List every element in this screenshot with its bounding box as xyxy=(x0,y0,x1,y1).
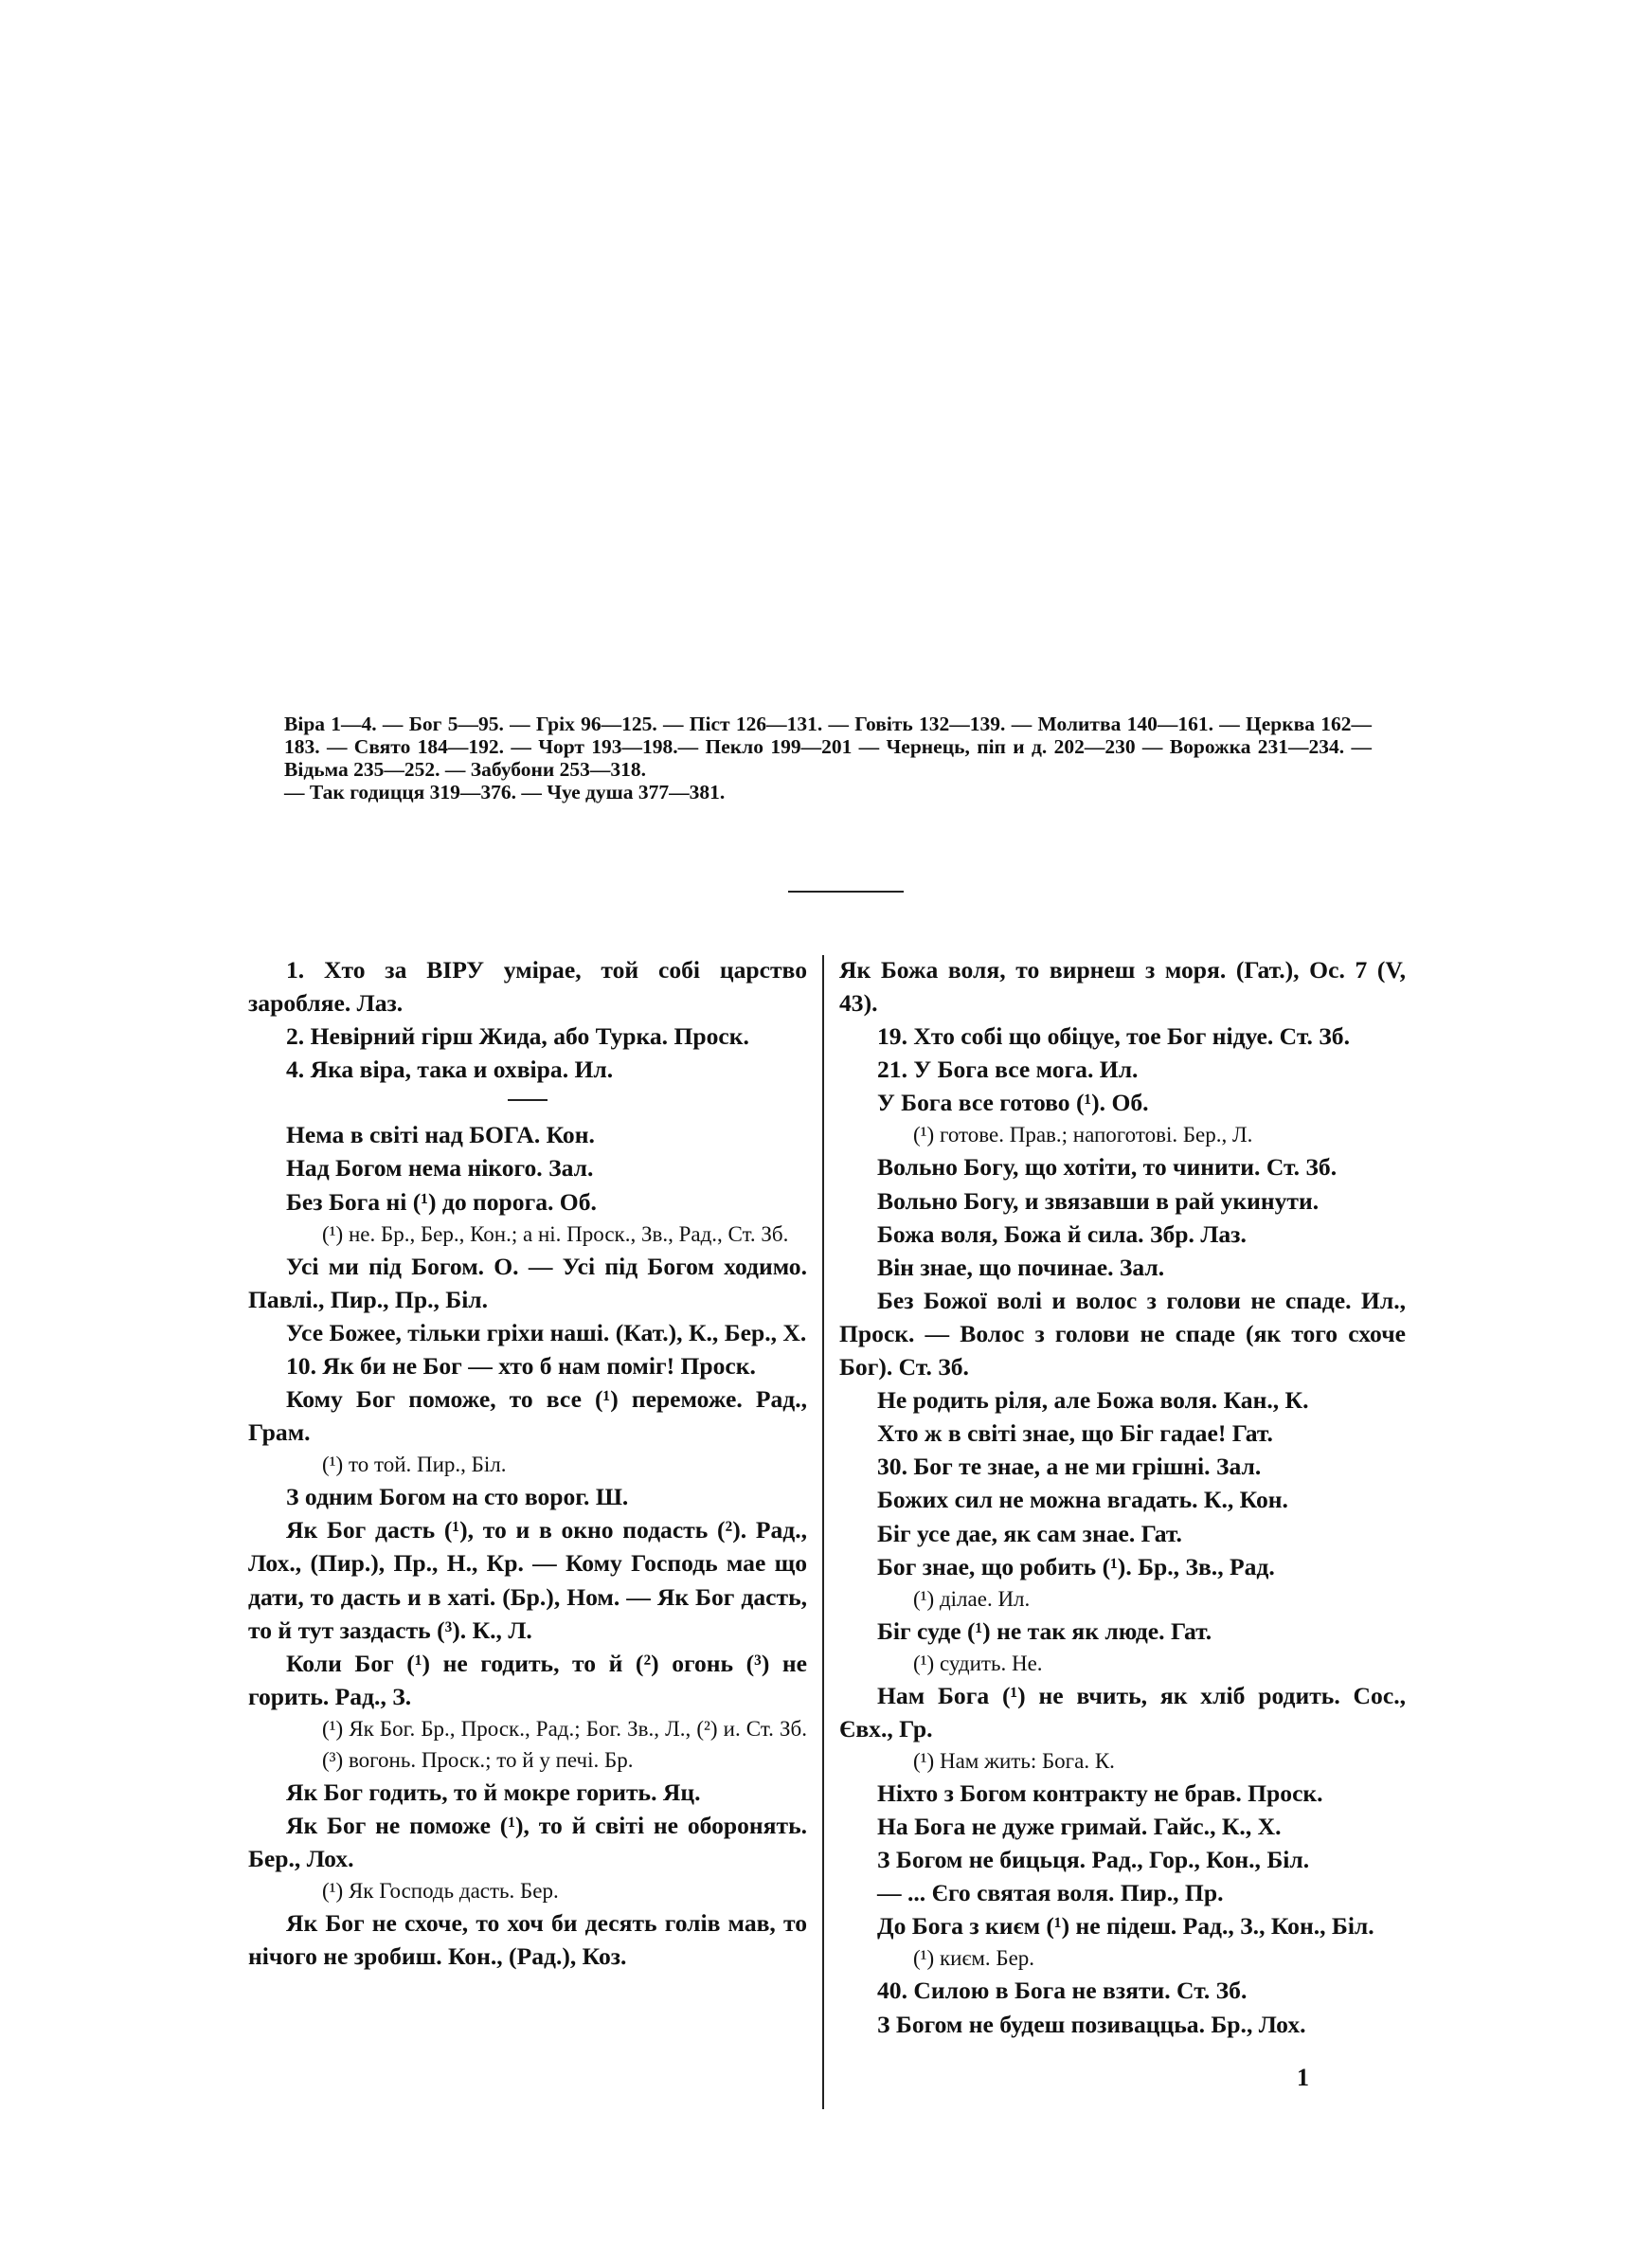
footnote: (¹) то той. Пир., Біл. xyxy=(322,1453,507,1477)
proverb: Як Бог не схоче, то хоч би десять голів мав, то нічого не зробиш. Кон., (Рад.), Коз. xyxy=(248,1909,807,1971)
proverb: Біг усе дае, як сам знае. Гат. xyxy=(877,1519,1182,1547)
footnote: (¹) не. Бр., Бер., Кон.; а ні. Проск., Зв., Рад., Ст. Зб. xyxy=(322,1221,789,1246)
proverb: — ... Єго святая воля. Пир., Пр. xyxy=(877,1879,1224,1907)
footnote: (¹) готове. Прав.; напоготові. Бер., Л. xyxy=(913,1123,1253,1147)
proverb: Хто ж в світі знае, що Біг гадае! Гат. xyxy=(877,1419,1273,1448)
proverb: Як Бог годить, то й мокре горить. Яц. xyxy=(286,1778,701,1806)
section-divider xyxy=(788,891,904,893)
footnote: (¹) києм. Бер. xyxy=(913,1946,1035,1971)
proverb: Кому Бог поможе, то все (¹) переможе. Рад., Грам. xyxy=(248,1385,807,1447)
right-column xyxy=(839,953,1406,2041)
proverb-continued: Як Божа воля, то вирнеш з моря. (Гат.), Ос. 7 (V, 43). xyxy=(839,956,1406,1018)
proverb: Божа воля, Божа й сила. Збр. Лаз. xyxy=(877,1219,1247,1248)
entry-separator xyxy=(508,1099,548,1101)
contents-summary xyxy=(284,713,1372,803)
proverb: Над Богом нема нікого. Зал. xyxy=(286,1154,594,1183)
proverb: 40. Силою в Бога не взяти. Ст. Зб. xyxy=(877,1977,1248,2005)
footnote: (¹) судить. Не. xyxy=(913,1651,1043,1675)
proverb: Бог знае, що робить (¹). Бр., Зв., Рад. xyxy=(877,1552,1275,1580)
proverb: Не родить ріля, але Божа воля. Кан., К. xyxy=(877,1386,1309,1415)
proverb: 4. Яка віра, така и охвіра. Ил. xyxy=(286,1056,614,1084)
contents-line: — Так годицця 319—376. — Чуе душа 377—381. xyxy=(284,781,726,803)
proverb: З одним Богом на сто ворог. Ш. xyxy=(286,1483,629,1511)
proverb: 30. Бог те знае, а не ми грішні. Зал. xyxy=(877,1453,1262,1481)
proverb: Вольно Богу, и звязавши в рай укинути. xyxy=(877,1186,1320,1215)
contents-line: Віра 1—4. — Бог 5—95. — Гріх 96—125. — Піст 126—131. — Говіть 132—139. — Молитва xyxy=(284,713,1122,735)
proverb: З Богом не бицьця. Рад., Гор., Кон., Біл. xyxy=(877,1846,1310,1874)
proverb: 1. Хто за ВІРУ умірае, той собі царство заробляе. Лаз. xyxy=(248,956,807,1018)
proverb: Божих сил не можна вгадать. К., Кон. xyxy=(877,1486,1288,1514)
proverb: Усе Божее, тільки гріхи нашi. (Кат.), К., Бер., Х. xyxy=(286,1318,807,1346)
proverb: 19. Хто собі що обіцуе, тое Бог нідуе. Ст. Зб. xyxy=(877,1022,1350,1051)
proverb: Ніхто з Богом контракту не брав. Проск. xyxy=(877,1779,1323,1807)
contents-line: 140—161. — Церква 162—183. — Свято 184—192. — Чорт 193—198.— Пекло 199—201 — xyxy=(284,713,1373,758)
proverb: У Бога все готово (¹). Об. xyxy=(877,1089,1149,1117)
proverb: На Бога не дуже гримай. Гайс., К., Х. xyxy=(877,1813,1282,1841)
proverb: Нема в світі над БОГА. Кон. xyxy=(286,1121,595,1149)
proverb: Вольно Богу, що хотіти, то чинити. Ст. Зб. xyxy=(877,1153,1338,1182)
footnote: (¹) Як Господь дасть. Бер. xyxy=(322,1879,559,1904)
proverb: 2. Невірний гірш Жида, або Турка. Проск. xyxy=(286,1022,749,1051)
proverb: 21. У Бога все мога. Ил. xyxy=(877,1056,1139,1084)
proverb: Як Бог дасть (¹), то и в окно подасть (²). Рад., Лох., (Пир.), Пр., Н., Кр. — Кому Господь мае що дати, то дасть и в хаті. (Бр.), Ном. — Як Бог дасть, то й тут заздасть (³). К., Л. xyxy=(248,1516,807,1644)
proverb: Як Бог не поможе (¹), то й світі не оборонять. Бер., Лох. xyxy=(248,1811,807,1873)
footnote: (¹) ділае. Ил. xyxy=(913,1586,1031,1611)
page-number: 1 xyxy=(1297,2064,1309,2091)
proverb: 10. Як би не Бог — хто б нам поміг! Проск. xyxy=(286,1351,756,1380)
proverb: Нам Бога (¹) не вчить, як хліб родить. Сос., Євх., Гр. xyxy=(839,1681,1406,1742)
left-column xyxy=(248,953,807,1973)
proverb: Біг суде (¹) не так як люде. Гат. xyxy=(877,1616,1212,1645)
footnote: (¹) Як Бог. Бр., Проск., Рад.; Бог. Зв., Л., (²) и. Ст. Зб. (³) вогонь. Проск.; то й у печі. Бр. xyxy=(322,1716,807,1772)
proverb: Без Бога ні (¹) до порога. Об. xyxy=(286,1187,597,1216)
proverb: Усі ми під Богом. О. — Усі під Богом ходимо. Павлі., Пир., Пр., Біл. xyxy=(248,1252,807,1313)
footnote: (¹) Нам жить: Бога. К. xyxy=(913,1748,1115,1773)
proverb: До Бога з києм (¹) не підеш. Рад., З., Кон., Біл. xyxy=(877,1912,1374,1941)
proverb: Без Божої волі и волос з голови не спаде. Ил., Проск. — Волос з голови не спаде (як того схоче Бог). Ст. Зб. xyxy=(839,1286,1406,1381)
proverb: Він знае, що починае. Зал. xyxy=(877,1253,1165,1281)
proverb: З Богом не будеш позиваццьа. Бр., Лох. xyxy=(877,2010,1306,2038)
contents-line: Чернець, піп и д. 202—230 — Ворожка 231—234. — Відьма 235—252. — Забубони 253—318. xyxy=(284,735,1372,781)
column-divider xyxy=(822,955,824,2109)
proverb: Коли Бог (¹) не годить, то й (²) огонь (³) не горить. Рад., З. xyxy=(248,1649,807,1710)
